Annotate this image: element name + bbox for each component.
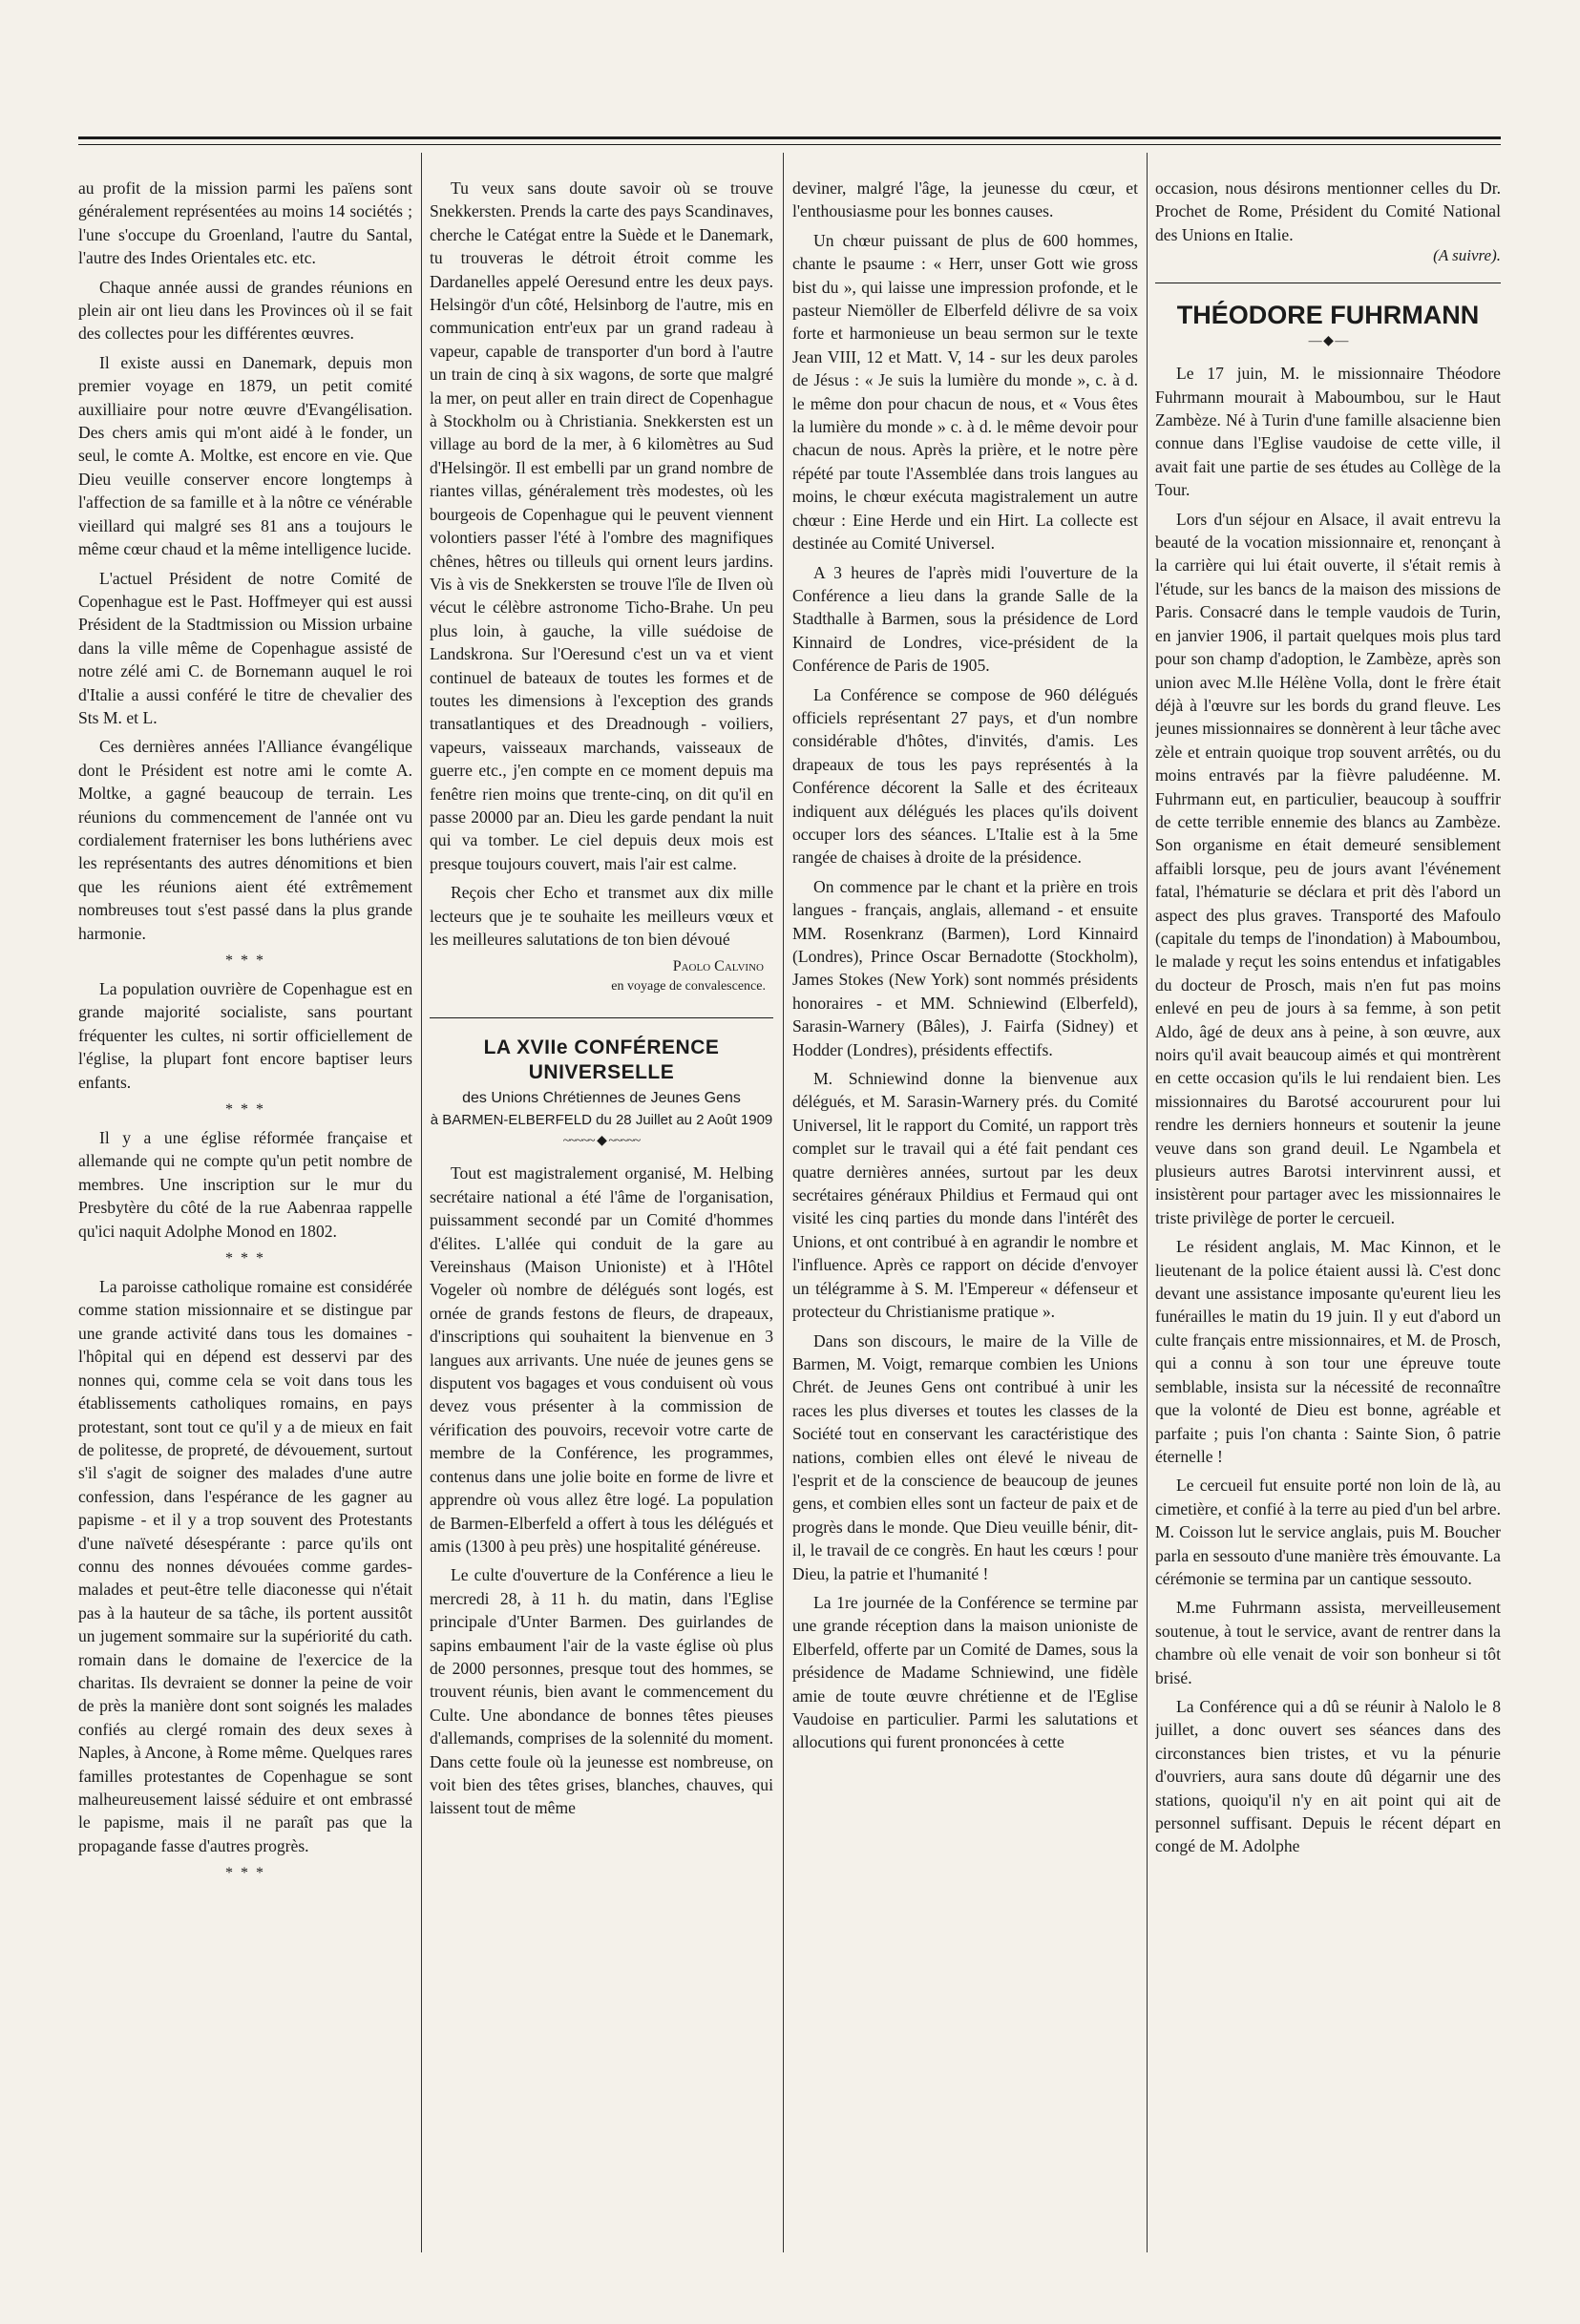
paragraph: M.me Fuhrmann assista, merveilleusement soutenue, à tout le service, avant de rentrer dans la chambre où elle venait de voir son bonheur si tôt brisé. [1155, 1598, 1501, 1687]
column-divider [783, 153, 784, 2252]
paragraph: Le 17 juin, M. le missionnaire Théodore Fuhrmann mourait à Maboumbou, sur le Haut Zambèze. Né à Turin d'une famille alsacienne bien connue dans l'Eglise vaudoise de cette ville, il avait fait une partie de ses études au Collège de la Tour. [1155, 364, 1501, 500]
paragraph: Il existe aussi en Danemark, depuis mon premier voyage en 1879, un petit comité auxilliaire pour notre œuvre d'Evangélisation. Des chers amis qui m'ont aidé à le fonder, un seul, le comte A. Moltke, est encore en vie. Que Dieu veuille conserver encore longtemps à l'affection de sa famille et à la nôtre ce vénérable vieillard qui malgré ses 81 ans a toujours le même cœur chaud et la même intelligence lucide. [78, 352, 412, 559]
column-2 [430, 177, 773, 2248]
column-divider [1147, 153, 1148, 2252]
section-stars: * * * [225, 953, 265, 969]
paragraph: La paroisse catholique romaine est considérée comme station missionnaire et se distingue par une grande activité dans tous les domaines - l'hôpital qui en dépend est desservi par des nonnes qui, comme cela se voit dans tous les établissements catholiques romains, en pays protestant, sont tout ce qu'il y a de mieux en fait de politesse, de propreté, de dévouement, surtout s'il s'agit de soigner des malades d'une autre confession, dans l'espérance de les gagner au papisme - et il y a trop souvent des Protestants d'une naïveté désespérante : parce qu'ils ont connu des nonnes dévouées comme gardes-malades et peut-être telle diaconesse qui n'était pas à la hauteur de sa tâche, ils portent aussitôt un jugement sommaire sur la supériorité du cath. romain dans le domaine de l'exercice de la charitas. Ils devraient se donner la peine de voir de près la manière dont sont soignés les malades confiés au clergé romain des deux sexes à Naples, à Ancone, à Rome même. Quelques rares familles protestantes de Copenhague se sont malheureusement laissé séduire et ont embrassé le papisme, mais il ne paraît pas que la propagande fasse d'autres progrès. [78, 1277, 412, 1855]
ornament: ~~~~~ ◆ ~~~~~ [562, 1134, 641, 1149]
paragraph: L'actuel Président de notre Comité de Copenhague est le Past. Hoffmeyer qui est aussi Président de la Stadtmission ou Mission urbaine dans la ville même de Copenhague assisté de notre zélé ami C. de Bornemann auquel le roi d'Italie a aussi conféré le titre de chevalier des Sts M. et L. [78, 568, 412, 727]
section-stars: * * * [225, 1865, 265, 1882]
paragraph: Le résident anglais, M. Mac Kinnon, et le lieutenant de la police étaient aussi là. C'est donc devant une assistance imposante qu'eurent lieu les funérailles le matin du 19 juin. Il y eut d'abord un culte français entre missionnaires, et M. de Prosch, qui a connu à son tour une épreuve toute semblable, insista sur la nécessité de reconnaître que la volonté de Dieu est bonne, agréable et parfaite ; puis l'on chanta : Sainte Sion, ô patrie éternelle ! [1155, 1237, 1501, 1466]
article-title: LA XVIIe CONFÉRENCE UNIVERSELLE [483, 1036, 720, 1084]
paragraph: Un chœur puissant de plus de 600 hommes, chante le psaume : « Herr, unser Gott wie gross bist du », qui laisse une impression profonde, et le pasteur Niemöller de Elberfeld délivre de sa voix forte et harmonieuse un beau sermon sur le texte Jean VIII, 12 et Matt. V, 14 - sur les deux paroles de Jésus : « Je suis la lumière du monde », c. à d. le même don pour chacun de nous, et « Vous êtes la lumière du monde » c. à d. le même devoir pour chacun de nous. Après la prière, et le notre père répété par toute l'Assemblée dans trois langues au moins, le chœur exécuta magistralement un autre chœur : Eine Herde und ein Hirt. La collecte est destinée au Comité Universel. [792, 230, 1138, 554]
paragraph: Lors d'un séjour en Alsace, il avait entrevu la beauté de la vocation missionnaire et, renonçant à la carrière qui lui était ouverte, il s'était remis à l'étude, sur les bancs de la maison des missions de Paris. Consacré dans le temple vaudois de Turin, en janvier 1906, il partait quelques mois plus tard pour son champ d'adoption, le Zambèze, après son union avec M.lle Hélène Volla, dont le frère était déjà à l'œuvre sur les bords du grand fleuve. Les jeunes missionnaires se donnèrent à leur tâche avec zèle et entrain quoique trop souvent arrêtés, ou du moins entravés par la fièvre paludéenne. M. Fuhrmann eut, en particulier, beaucoup à souffrir de cette terrible ennemie des blancs au Zambèze. Son organisme en était demeuré sensiblement affaibli lorsque, peu de jours avant l'événement fatal, l'hématurie se déclara et prit dès l'abord un aspect des plus graves. Transporté des Mafoulo (capitale du temps de l'inondation) à Maboumbou, le malade y reçut les soins entendus et infatigables du docteur de Prosch, mais n'en fut pas moins enlevé en peu de jours à sa femme, à son petit Aldo, âgé de deux ans à peine, à son œuvre, aux noirs qu'il avait beaucoup aimés et qui montrèrent en cette occasion qu'ils le lui rendaient bien. Les missionnaires du Barotsé accoururent pour lui rendre les derniers honneurs et soutenir la jeune veuve dans son grand deuil. Le Ngambela et plusieurs autres Barotsi intervinrent aussi, et insistèrent pour partager avec les missionnaires le triste privilège de porter le cercueil. [1155, 509, 1501, 1227]
paragraph: La Conférence se compose de 960 délégués officiels représentant 27 pays, et d'un nombre considérable d'hôtes, d'invités, d'amis. Les drapeaux de tous les pays représentés à la Conférence décorent la Salle et des écriteaux indiquent aux délégués les places qu'ils doivent occuper lors des séances. L'Italie est à la 5me rangée de chaises à droite de la présidence. [792, 684, 1138, 868]
article-title: THÉODORE FUHRMANN [1176, 301, 1480, 330]
column-3 [792, 177, 1138, 2248]
paragraph: Chaque année aussi de grandes réunions en plein air ont lieu dans les Provinces où il se fait des collectes pour les différentes œuvres. [78, 277, 412, 344]
paragraph: La population ouvrière de Copenhague est en grande majorité socialiste, sans pourtant fréquenter les cultes, ni sortir officiellement de l'église, la plupart font encore baptiser leurs enfants. [78, 979, 412, 1092]
section-stars: * * * [225, 1250, 265, 1267]
article-separator [430, 1017, 773, 1018]
article-dateline: à BARMEN-ELBERFELD du 28 Juillet au 2 Août 1909 [430, 1112, 773, 1129]
paragraph: Le cercueil fut ensuite porté non loin de là, au cimetière, et confié à la terre au pied d'un bel arbre. M. Coisson lut le service anglais, puis M. Boucher parla en sessouto d'une manière très émouvante. La cérémonie se termina par un cantique sessouto. [1155, 1476, 1501, 1588]
paragraph: Dans son discours, le maire de la Ville de Barmen, M. Voigt, remarque combien les Unions Chrét. de Jeunes Gens ont contribué à unir les races les plus diverses et toutes les classes de la Société tout en conservant les caractéristique des nations, combien elles ont élevé le niveau de l'esprit et de la conscience de beaucoup de jeunes gens, et combien elles sont un facteur de paix et de progrès dans le monde. Que Dieu veuille bénir, dit-il, le travail de ce congrès. En haut les cœurs ! pour Dieu, la patrie et l'humanité ! [792, 1330, 1138, 1583]
paragraph: A 3 heures de l'après midi l'ouverture de la Conférence a lieu dans la grande Salle de la Stadthalle à Barmen, sous la présidence de Lord Kinnaird de Londres, vice-président de la Conférence de Paris de 1905. [792, 562, 1138, 676]
section-stars: * * * [225, 1101, 265, 1119]
column-4 [1155, 177, 1501, 2248]
to-be-continued: (A suivre). [1433, 246, 1501, 265]
paragraph: Tout est magistralement organisé, M. Helbing secrétaire national a été l'âme de l'organisation, puissamment secondé par un Comité d'hommes d'élites. L'allée qui conduit de la gare au Vereinshaus (Maison Unioniste) et à l'Hôtel Vogeler où nombre de délégués sont logés, est ornée de grands festons de fleurs, de drapeaux, d'inscriptions qui souhaitent la bienvenue en 3 langues aux arrivants. Une nuée de jeunes gens se disputent vos bagages et vous conduisent où vous devez vous présenter à la commission de vérification des pouvoirs, recevoir votre carte de membre de la Conférence, les programmes, contenus dans une jolie boite en forme de livre et apprendre où vous allez être logé. La population de Barmen-Elberfeld a offert à tous les délégués et amis (1300 à peu près) une hospitalité généreuse. [430, 1163, 773, 1556]
paragraph: deviner, malgré l'âge, la jeunesse du cœur, et l'enthousiasme pour les bonnes causes. [792, 178, 1138, 221]
masthead-rule [78, 136, 1501, 145]
paragraph: occasion, nous désirons mentionner celles du Dr. Prochet de Rome, Président du Comité National des Unions en Italie. [1155, 178, 1501, 244]
paragraph: La Conférence qui a dû se réunir à Nalolo le 8 juillet, a donc ouvert ses séances dans des circonstances bien tristes, et vu la pénurie d'ouvriers, aura sans doute dû dégarnir une des stations, quoiqu'il n'y en ait point qui ait de personnel suffisant. Depuis le récent départ en congé de M. Adolphe [1155, 1696, 1501, 1856]
paragraph: Tu veux sans doute savoir où se trouve Snekkersten. Prends la carte des pays Scandinaves, cherche le Catégat entre la Suède et le Danemark, tu trouveras le détroit étroit comme les Dardanelles appelé Oeresund entre les deux pays. Helsingör d'un côté, Helsinborg de l'autre, mis en communication entr'eux par un grand radeau à vapeur, capable de transporter d'un bord à l'autre un train de cinq à six wagons, de sorte que malgré la mer, on peut aller en train direct de Copenhague à Stockholm ou à Christiania. Snekkersten est un village au bord de la mer, à 6 kilomètres au Sud d'Helsingör. Il est embelli par un grand nombre de riantes villas, généralement très modestes, où les bourgeois de Copenhague qui le peuvent viennent volontiers passer l'été à l'ombre des magnifiques chênes, hêtres ou tilleuls qui ornent leurs jardins. Vis à vis de Snekkersten se trouve l'île de Ilven où vécut le célèbre astronome Ticho-Brahe. Un peu plus loin, à gauche, la ville suédoise de Landskrona. Sur l'Oeresund c'est un va et vient continuel de bateaux de toutes les formes et de toutes les dimensions à l'exception des grands transatlantiques et des Dreadnough - voiliers, vapeurs, vaisseaux marchands, vaisseaux de guerre etc., j'en compte en ce moment depuis ma fenêtre rien moins que trente-cinq, on dit qu'il en passe 20000 par an. Dieu les garde pendant la nuit qui va tomber. Le ciel depuis deux mois est presque toujours couvert, mais l'air est calme. [430, 178, 773, 873]
signature-note: en voyage de convalescence. [611, 979, 766, 995]
paragraph: Il y a une église réformée française et allemande qui ne compte qu'un petit nombre de membres. Une inscription sur le mur du Presbytère du côté de la rue Aabenraa rappelle qu'ici naquit Adolphe Monod en 1802. [78, 1128, 412, 1241]
paragraph: Le culte d'ouverture de la Conférence a lieu le mercredi 28, à 11 h. du matin, dans l'Eglise principale d'Unter Barmen. Des guirlandes de sapins embaument l'air de la vaste église où plus de 2000 personnes, presque tout des hommes, se trouvent réunis, bien avant le commencement du Culte. Une abondance de bonnes têtes pieuses d'allemands, comprises de la solennité du moment. Dans cette foule où la jeunesse est nombreuse, on voit bien des têtes grises, blanches, chauves, qui laissent tout de même [430, 1565, 773, 1818]
signature: Paolo Calvino [672, 958, 764, 975]
paragraph: On commence par le chant et la prière en trois langues - français, anglais, allemand - et ensuite MM. Rosenkranz (Barmen), Lord Kinnaird (Londres), Prince Oscar Bernadotte (Stockholm), James Stokes (New York) sont nommés présidents honoraires - et MM. Schniewind (Elberfeld), Sarasin-Warnery (Bâles), J. Fairfa (Sidney) et Hodder (Londres), présidents effectifs. [792, 876, 1138, 1059]
article-subtitle: des Unions Chrétiennes de Jeunes Gens [462, 1090, 741, 1107]
column-divider [421, 153, 422, 2252]
paragraph: au profit de la mission parmi les païens sont généralement représentées au moins 14 sociétés ; l'une s'occupe du Groenland, l'autre du Santal, l'autre des Indes Orientales etc. etc. [78, 178, 412, 268]
ornament: — ◆ — [1308, 334, 1348, 349]
paragraph: Ces dernières années l'Alliance évangélique dont le Président est notre ami le comte A. Moltke, a gagné beaucoup de terrain. Les réunions du commencement de l'année ont vu cordialement fraterniser les bons luthériens avec les représentants des autres dénomitions et bien que les réunions aient été extrêmement nombreuses tout s'est passé dans la plus grande harmonie. [78, 737, 412, 943]
paragraph: La 1re journée de la Conférence se termine par une grande réception dans la maison unioniste de Elberfeld, offerte par un Comité de Dames, sous la présidence de Madame Schniewind, une fidèle amie de toute œuvre chrétienne et de l'Eglise Vaudoise en particulier. Parmi les salutations et allocutions qui furent prononcées à cette [792, 1592, 1138, 1752]
column-1 [78, 177, 412, 2248]
paragraph: M. Schniewind donne la bienvenue aux délégués, et M. Sarasin-Warnery prés. du Comité Universel, lit le rapport du Comité, un rapport très complet sur le travail qui a été fait pendant ces quatre dernières années, surtout par les deux secrétaires généraux Phildius et Fermaud qui ont visité les cinq parties du monde dans l'intérêt des Unions, et ont contribué à en agrandir le nombre et l'influence. Après ce rapport on décide d'envoyer un télégramme à S. M. l'Empereur « défenseur et protecteur du Christianisme pratique ». [792, 1069, 1138, 1322]
paragraph: Reçois cher Echo et transmet aux dix mille lecteurs que je te souhaite les meilleurs vœux et les meilleures salutations de ton bien dévoué [430, 883, 773, 949]
